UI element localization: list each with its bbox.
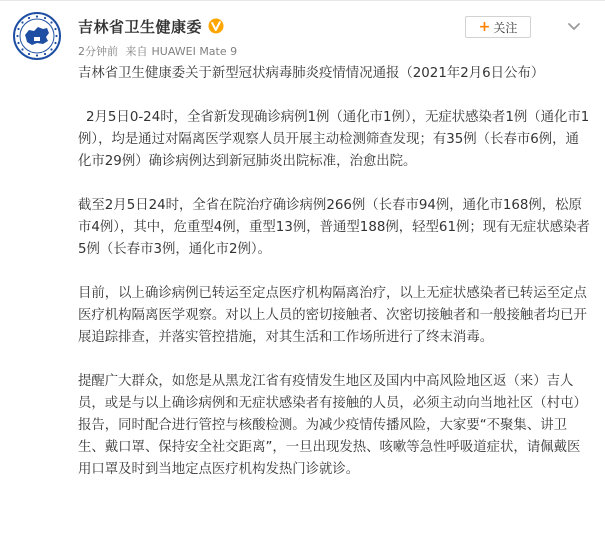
post-paragraph: 目前，以上确诊病例已转运至定点医疗机构隔离治疗，以上无症状感染者已转运至定点医疗机构隔离医学观察。对以上人员的密切接触者、次密切接触者和一般接触者均已开展追踪排查，并落实管控措施，对其生活和工作场所进行了终末消毒。 bbox=[78, 286, 587, 345]
post-paragraph: 提醒广大群众，如您是从黑龙江省有疫情发生地区及国内中高风险地区返（来）吉人员，或是与以上确诊病例和无症状感染者有接触的人员，必须主动向当地社区（村屯）报告，同时配合进行管控与核酸检测。为减少疫情传播风险，大家要“不聚集、讲卫生、戴口罩、保持安全社交距离”，一旦出现发热、咳嗽等急性呼吸道症状，请佩戴医用口罩及时到当地定点医疗机构发热门诊就诊。 bbox=[78, 374, 587, 477]
author-name[interactable]: 吉林省卫生健康委 bbox=[78, 17, 203, 36]
chevron-down-icon[interactable] bbox=[565, 17, 583, 35]
source-prefix: 来自 bbox=[125, 45, 148, 58]
post-time[interactable]: 2分钟前 bbox=[78, 45, 118, 58]
follow-label: 关注 bbox=[493, 20, 518, 35]
post-title: 吉林省卫生健康委关于新型冠状病毒肺炎疫情情况通报（2021年2月6日公布） bbox=[78, 66, 545, 81]
author-row bbox=[78, 15, 224, 37]
follow-button[interactable] bbox=[465, 16, 531, 38]
post-source: HUAWEI Mate 9 bbox=[151, 45, 238, 58]
post-content bbox=[78, 63, 590, 503]
post-meta bbox=[78, 43, 241, 59]
avatar-emblem-icon bbox=[12, 11, 62, 61]
plus-icon: + bbox=[478, 19, 491, 35]
verified-badge-icon bbox=[208, 18, 224, 34]
author-avatar[interactable] bbox=[12, 11, 62, 61]
post-paragraph: 截至2月5日24时，全省在院治疗确诊病例266例（长春市94例，通化市168例，松原市4例），其中，危重型4例，重型13例，普通型188例，轻型61例；现有无症状感染者5例（长春市3例，通化市2例）。 bbox=[78, 198, 590, 257]
post-paragraph: 2月5日0-24时，全省新发现确诊病例1例（通化市1例），无症状感染者1例（通化市1例），均是通过对隔离医学观察人员开展主动检测筛查发现；有35例（长春市6例，通化市29例）确诊病例达到新冠肺炎出院标准，治愈出院。 bbox=[78, 110, 590, 169]
